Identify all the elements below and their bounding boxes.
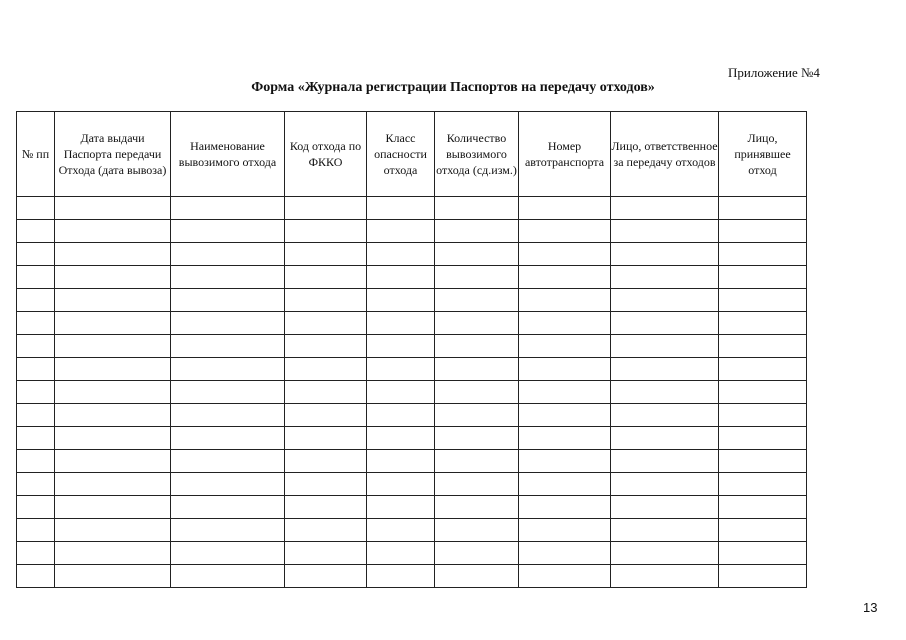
- table-cell: [719, 358, 807, 381]
- table-cell: [367, 266, 435, 289]
- table-cell: [17, 266, 55, 289]
- table-cell: [55, 243, 171, 266]
- table-cell: [719, 450, 807, 473]
- table-cell: [285, 542, 367, 565]
- table-cell: [55, 381, 171, 404]
- table-cell: [435, 542, 519, 565]
- table-cell: [55, 312, 171, 335]
- table-cell: [519, 358, 611, 381]
- col-header-fkko-code: Код отхода по ФККО: [285, 112, 367, 197]
- table-cell: [55, 197, 171, 220]
- table-cell: [611, 381, 719, 404]
- table-cell: [367, 381, 435, 404]
- table-cell: [519, 450, 611, 473]
- table-cell: [55, 565, 171, 588]
- table-cell: [519, 381, 611, 404]
- table-cell: [285, 473, 367, 496]
- table-cell: [611, 519, 719, 542]
- table-cell: [55, 519, 171, 542]
- table-cell: [285, 565, 367, 588]
- table-cell: [719, 197, 807, 220]
- table-row: [17, 312, 807, 335]
- table-cell: [367, 312, 435, 335]
- table-cell: [367, 289, 435, 312]
- table-cell: [171, 404, 285, 427]
- appendix-label: Приложение №4: [728, 65, 820, 80]
- table-cell: [367, 519, 435, 542]
- table-cell: [285, 220, 367, 243]
- table-cell: [611, 450, 719, 473]
- table-cell: [519, 243, 611, 266]
- table-header-row: [17, 112, 807, 197]
- table-cell: [55, 450, 171, 473]
- table-cell: [17, 335, 55, 358]
- table-cell: [719, 404, 807, 427]
- table-cell: [171, 289, 285, 312]
- table-cell: [611, 266, 719, 289]
- table-cell: [519, 197, 611, 220]
- table-cell: [367, 450, 435, 473]
- table-cell: [719, 381, 807, 404]
- table-cell: [611, 565, 719, 588]
- table-cell: [285, 358, 367, 381]
- table-cell: [55, 358, 171, 381]
- table-cell: [171, 473, 285, 496]
- table-cell: [435, 243, 519, 266]
- col-header-receiving-person: Лицо, принявшее отход: [719, 112, 807, 197]
- table-row: [17, 542, 807, 565]
- table-cell: [171, 381, 285, 404]
- table-cell: [719, 473, 807, 496]
- table-cell: [719, 243, 807, 266]
- table-cell: [17, 427, 55, 450]
- table-cell: [611, 427, 719, 450]
- journal-table: [16, 111, 807, 588]
- table-cell: [611, 473, 719, 496]
- table-cell: [435, 450, 519, 473]
- table-cell: [17, 542, 55, 565]
- table-cell: [519, 519, 611, 542]
- table-cell: [55, 427, 171, 450]
- table-cell: [285, 404, 367, 427]
- table-row: [17, 473, 807, 496]
- table-cell: [719, 220, 807, 243]
- table-cell: [611, 335, 719, 358]
- table-cell: [367, 335, 435, 358]
- table-cell: [285, 243, 367, 266]
- table-cell: [519, 542, 611, 565]
- table-row: [17, 358, 807, 381]
- table-cell: [367, 496, 435, 519]
- table-cell: [17, 358, 55, 381]
- table-row: [17, 243, 807, 266]
- table-cell: [435, 289, 519, 312]
- table-cell: [435, 312, 519, 335]
- table-cell: [611, 542, 719, 565]
- table-cell: [367, 358, 435, 381]
- page-number: 13: [863, 600, 878, 615]
- col-header-vehicle-number: Номер автотранспорта: [519, 112, 611, 197]
- table-cell: [519, 404, 611, 427]
- table-cell: [435, 519, 519, 542]
- table-cell: [367, 404, 435, 427]
- table-cell: [519, 473, 611, 496]
- table-cell: [611, 496, 719, 519]
- table-cell: [719, 542, 807, 565]
- table-cell: [719, 335, 807, 358]
- table-cell: [435, 266, 519, 289]
- table-cell: [611, 220, 719, 243]
- table-cell: [55, 220, 171, 243]
- table-cell: [55, 266, 171, 289]
- table-cell: [519, 220, 611, 243]
- table-cell: [171, 565, 285, 588]
- table-cell: [367, 542, 435, 565]
- table-row: [17, 519, 807, 542]
- table-cell: [435, 427, 519, 450]
- col-header-waste-name: Наименование вывозимого отхода: [171, 112, 285, 197]
- table-cell: [367, 220, 435, 243]
- col-header-responsible-person: Лицо, ответственное за передачу отходов: [611, 112, 719, 197]
- table-cell: [55, 289, 171, 312]
- table-cell: [17, 519, 55, 542]
- table-row: [17, 220, 807, 243]
- table-cell: [285, 450, 367, 473]
- table-cell: [285, 289, 367, 312]
- table-cell: [17, 220, 55, 243]
- table-cell: [519, 266, 611, 289]
- table-cell: [17, 404, 55, 427]
- form-title: Форма «Журнала регистрации Паспортов на передачу отходов»: [251, 80, 655, 95]
- table-cell: [17, 496, 55, 519]
- table-cell: [719, 565, 807, 588]
- table-cell: [17, 289, 55, 312]
- table-cell: [719, 427, 807, 450]
- table-cell: [285, 335, 367, 358]
- table-cell: [171, 243, 285, 266]
- table-cell: [519, 289, 611, 312]
- table-cell: [519, 312, 611, 335]
- table-cell: [285, 496, 367, 519]
- table-cell: [285, 197, 367, 220]
- table-cell: [611, 358, 719, 381]
- table-cell: [435, 220, 519, 243]
- table-row: [17, 450, 807, 473]
- table-cell: [171, 312, 285, 335]
- table-cell: [611, 197, 719, 220]
- table-cell: [285, 381, 367, 404]
- table-cell: [171, 197, 285, 220]
- table-cell: [435, 496, 519, 519]
- table-cell: [55, 542, 171, 565]
- table-cell: [435, 197, 519, 220]
- table-cell: [285, 427, 367, 450]
- table-cell: [171, 450, 285, 473]
- table-cell: [171, 220, 285, 243]
- table-cell: [171, 358, 285, 381]
- table-cell: [17, 381, 55, 404]
- table-cell: [17, 312, 55, 335]
- journal-body: [17, 197, 807, 588]
- table-cell: [171, 496, 285, 519]
- table-row: [17, 289, 807, 312]
- table-row: [17, 404, 807, 427]
- table-cell: [367, 197, 435, 220]
- table-cell: [171, 542, 285, 565]
- table-cell: [435, 565, 519, 588]
- table-cell: [519, 496, 611, 519]
- table-cell: [435, 381, 519, 404]
- table-cell: [55, 496, 171, 519]
- col-header-hazard-class: Класс опасности отхода: [367, 112, 435, 197]
- table-cell: [611, 289, 719, 312]
- table-row: [17, 197, 807, 220]
- table-cell: [367, 565, 435, 588]
- table-cell: [55, 473, 171, 496]
- table-cell: [171, 519, 285, 542]
- table-cell: [17, 197, 55, 220]
- col-header-quantity: Количество вывозимого отхода (сд.изм.): [435, 112, 519, 197]
- table-cell: [171, 335, 285, 358]
- table-cell: [367, 243, 435, 266]
- table-cell: [435, 473, 519, 496]
- table-row: [17, 496, 807, 519]
- table-cell: [719, 496, 807, 519]
- col-header-issue-date: Дата выдачи Паспорта передачи Отхода (дата вывоза): [55, 112, 171, 197]
- table-cell: [719, 289, 807, 312]
- table-cell: [719, 519, 807, 542]
- table-row: [17, 381, 807, 404]
- table-cell: [171, 427, 285, 450]
- table-row: [17, 427, 807, 450]
- table-cell: [367, 427, 435, 450]
- table-cell: [285, 519, 367, 542]
- table-cell: [171, 266, 285, 289]
- table-cell: [55, 404, 171, 427]
- table-cell: [719, 312, 807, 335]
- table-cell: [367, 473, 435, 496]
- table-cell: [611, 312, 719, 335]
- table-cell: [435, 358, 519, 381]
- table-cell: [435, 335, 519, 358]
- table-cell: [285, 312, 367, 335]
- table-cell: [17, 450, 55, 473]
- table-cell: [17, 565, 55, 588]
- table-cell: [611, 243, 719, 266]
- table-row: [17, 266, 807, 289]
- table-cell: [17, 473, 55, 496]
- table-cell: [719, 266, 807, 289]
- col-header-number: № пп: [17, 112, 55, 197]
- table-row: [17, 565, 807, 588]
- table-cell: [285, 266, 367, 289]
- table-cell: [519, 565, 611, 588]
- table-cell: [519, 427, 611, 450]
- table-cell: [435, 404, 519, 427]
- table-row: [17, 335, 807, 358]
- table-cell: [17, 243, 55, 266]
- table-cell: [519, 335, 611, 358]
- table-cell: [55, 335, 171, 358]
- table-cell: [611, 404, 719, 427]
